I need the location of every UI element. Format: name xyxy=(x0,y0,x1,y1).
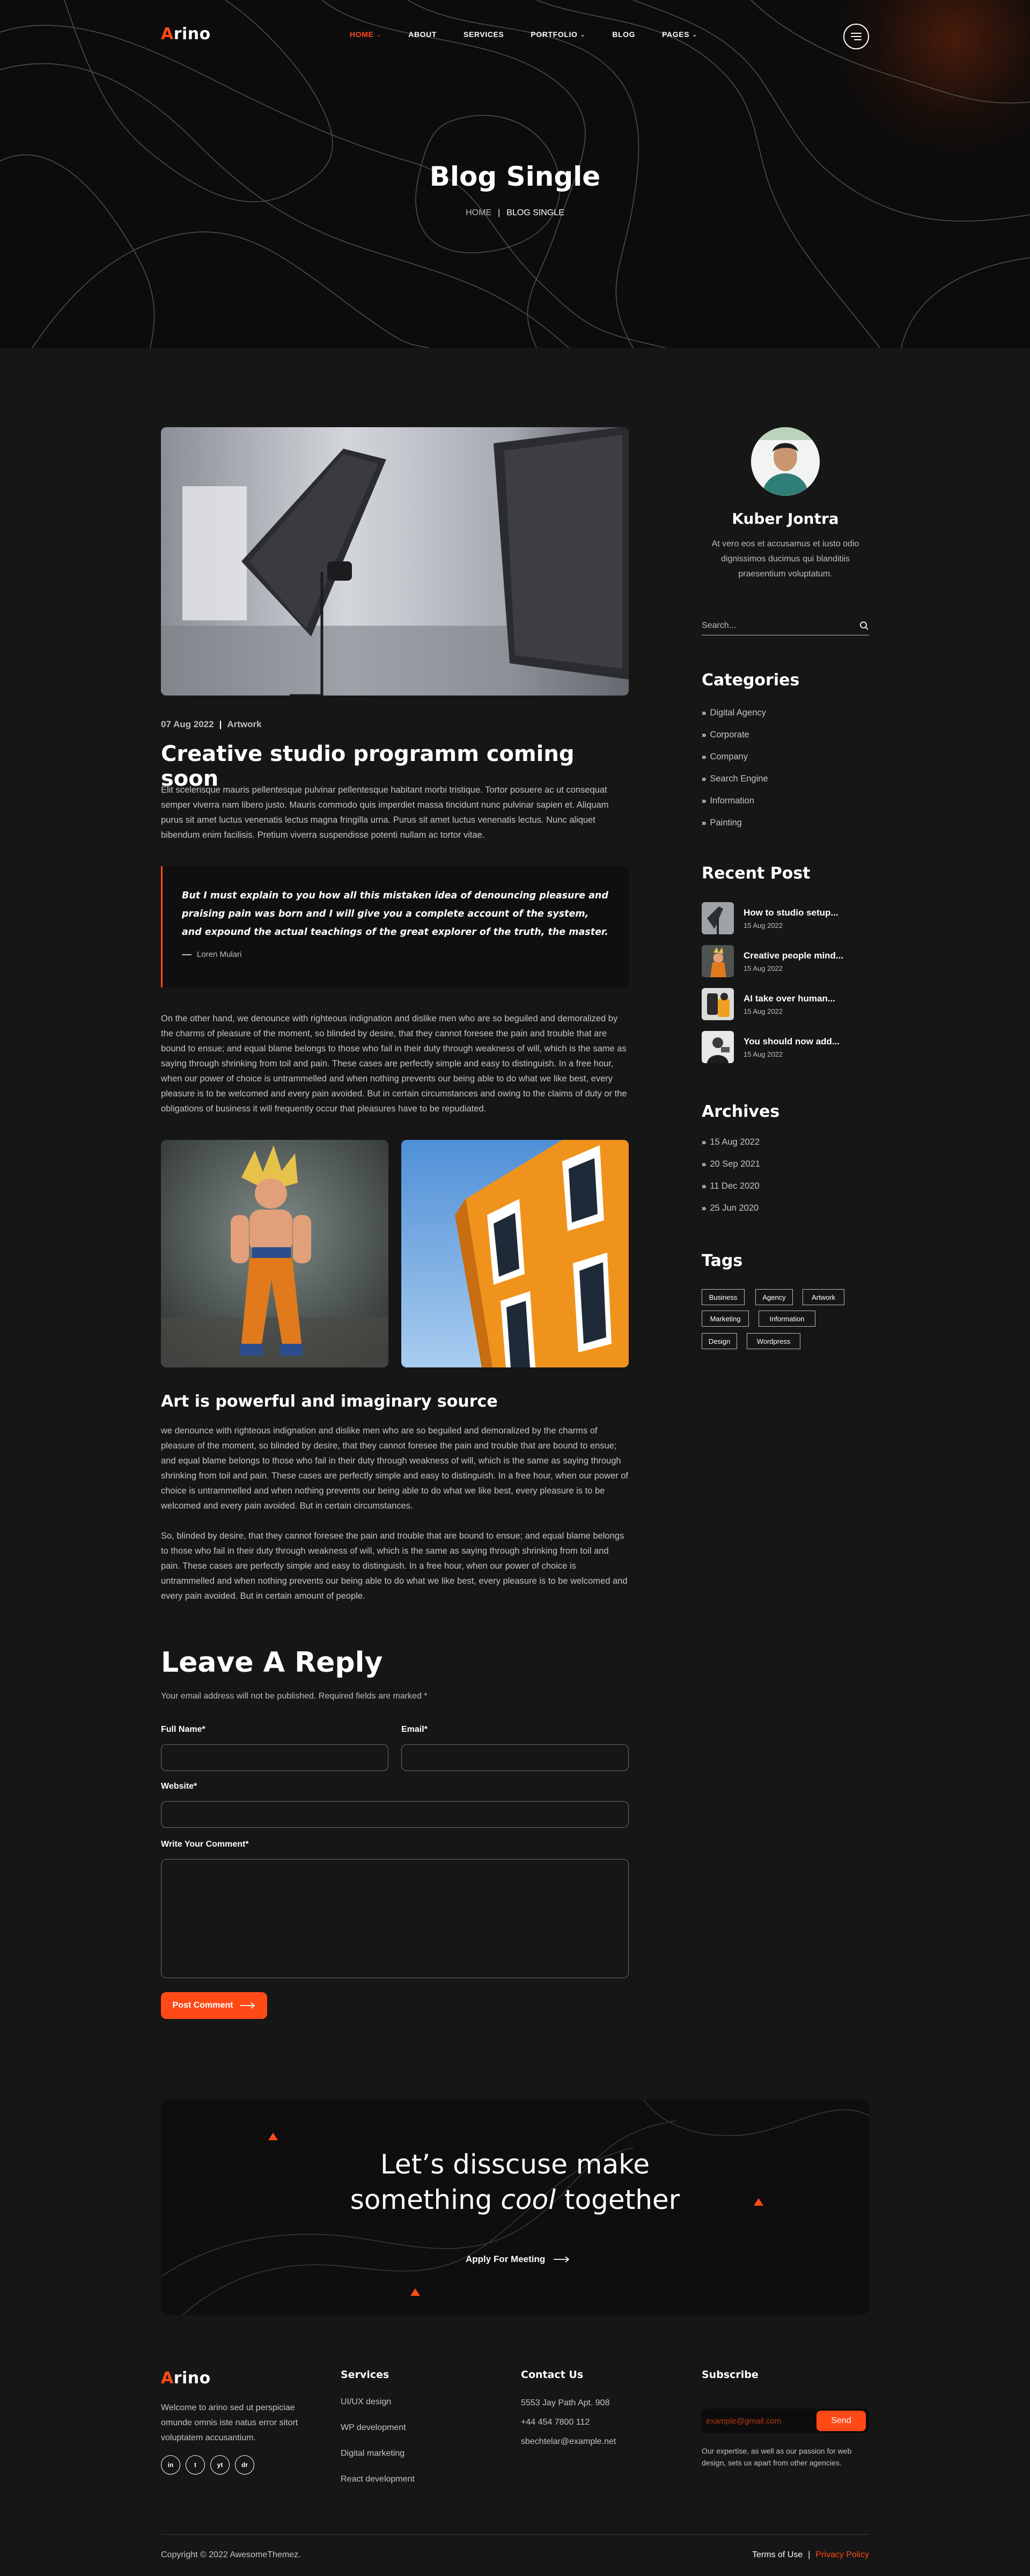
subscribe-title: Subscribe xyxy=(702,2369,759,2381)
footer-service-link[interactable]: UI/UX design xyxy=(341,2397,392,2406)
copyright: Copyright © 2022 AwesomeThemez. xyxy=(161,2550,301,2559)
contact-phone[interactable]: +44 454 7800 112 xyxy=(521,2418,590,2427)
terms-link[interactable]: Terms of Use xyxy=(752,2550,803,2559)
subscribe-send-button[interactable]: Send xyxy=(816,2411,866,2431)
website-field[interactable] xyxy=(161,1801,629,1828)
studio-lights-illustration xyxy=(161,427,629,696)
recent-post-date: 15 Aug 2022 xyxy=(744,1007,783,1015)
nav-item-blog[interactable]: BLOG xyxy=(612,30,636,39)
recent-post-title: How to studio setup... xyxy=(744,907,838,918)
dribbble-icon[interactable]: dr xyxy=(235,2455,254,2475)
page-title: Blog Single xyxy=(429,161,601,192)
breadcrumb-home[interactable]: HOME xyxy=(466,208,492,217)
tag-item[interactable]: Artwork xyxy=(803,1289,844,1305)
dash-icon xyxy=(182,954,192,955)
author-name: Kuber Jontra xyxy=(732,510,839,528)
blockquote xyxy=(161,866,629,987)
chevron-down-icon: ⌄ xyxy=(376,31,382,38)
recent-post-date: 15 Aug 2022 xyxy=(744,921,783,930)
figure-building-image xyxy=(401,1140,629,1367)
recent-post-item[interactable] xyxy=(702,945,869,978)
twitter-icon[interactable]: t xyxy=(186,2455,205,2475)
footer-about-text: Welcome to arino sed ut perspiciae omunde omnis iste natus error sitort voluptatem accusantium. xyxy=(161,2403,298,2442)
quote-author-name: Loren Mulari xyxy=(197,950,242,959)
meta-separator: | xyxy=(219,719,222,729)
contact-title: Contact Us xyxy=(521,2369,584,2381)
double-chevron-right-icon: » xyxy=(702,708,705,718)
subscribe-form xyxy=(702,2409,869,2433)
tag-item[interactable]: Marketing xyxy=(702,1311,749,1327)
legal-links xyxy=(752,2550,869,2560)
search-icon[interactable] xyxy=(859,621,869,631)
tag-item[interactable]: Agency xyxy=(755,1289,793,1305)
author-bio: At vero eos et accusamus et iusto odio dignissimos ducimus qui blanditiis praesentium voluptatum. xyxy=(711,539,859,579)
post-comment-button[interactable] xyxy=(161,1992,267,2019)
author-photo xyxy=(751,427,820,496)
search-bar xyxy=(702,616,869,635)
footer-subscribe xyxy=(702,2369,869,2381)
recent-post-title: You should now add... xyxy=(744,1036,840,1046)
breadcrumb-current: BLOG SINGLE xyxy=(506,208,564,217)
email-field[interactable] xyxy=(401,1744,629,1771)
recent-post-title: Creative people mind... xyxy=(744,950,844,961)
post-body-1: On the other hand, we denounce with righteous indignation and dislike men who are so beguiled and demoralized by the charms of pleasure of the moment, so blinded by desire, that they cannot foresee the pain and trouble that are bound to ensue; and equal blame belongs to those who fail in their duty through weakness of will, which is the same as saying through shrinking from toil and pain. These cases are perfectly simple and easy to distinguish. In a free hour, when our power of choice is untrammelled and when nothing prevents our being able to do what we like best, every pleasure is to be welcomed and every pain avoided. But in certain circumstances and owing to the claims of duty or the obligations of business it will frequently occur that pleasures have to be repudiated. xyxy=(161,1014,627,1114)
category-item[interactable]: » Company xyxy=(702,752,748,762)
comment-field[interactable] xyxy=(161,1859,629,1978)
arrow-right-icon xyxy=(554,2256,570,2263)
website-label: Website* xyxy=(161,1782,197,1791)
recent-post-thumb xyxy=(702,945,734,977)
breadcrumb xyxy=(0,208,1030,218)
archive-item[interactable]: » 11 Dec 2020 xyxy=(702,1181,760,1191)
hero-section xyxy=(0,0,1030,348)
recent-post-title: AI take over human... xyxy=(744,993,835,1004)
hamburger-icon[interactable] xyxy=(843,24,869,49)
breadcrumb-separator: | xyxy=(498,208,501,217)
recent-post-thumb xyxy=(702,902,734,934)
double-chevron-right-icon: » xyxy=(702,1138,705,1147)
category-item[interactable]: » Search Engine xyxy=(702,774,768,784)
brand-logo[interactable]: Arino xyxy=(161,25,211,43)
post-date: 07 Aug 2022 xyxy=(161,719,214,729)
footer-divider xyxy=(161,2534,869,2535)
email-label: Email* xyxy=(401,1725,428,1734)
double-chevron-right-icon: » xyxy=(702,818,705,828)
archives-list xyxy=(702,1131,869,1219)
nav-item-about[interactable]: ABOUT xyxy=(408,30,437,39)
tag-item[interactable]: Design xyxy=(702,1333,737,1349)
recent-post-item[interactable] xyxy=(702,987,869,1021)
contact-email[interactable]: sbechtelar@example.net xyxy=(521,2437,616,2446)
nav-item-portfolio[interactable]: PORTFOLIO ⌄ xyxy=(531,30,586,39)
footer-service-link[interactable]: React development xyxy=(341,2475,415,2484)
author-avatar xyxy=(751,427,820,496)
contact-address: 5553 Jay Path Apt. 908 xyxy=(521,2398,610,2407)
reply-note: Your email address will not be published. Required fields are marked * xyxy=(161,1692,428,1701)
double-chevron-right-icon: » xyxy=(702,1204,705,1213)
recent-post-item[interactable] xyxy=(702,1030,869,1064)
category-item[interactable]: » Corporate xyxy=(702,730,749,740)
recent-post-thumb xyxy=(702,988,734,1020)
linkedin-icon[interactable]: in xyxy=(161,2455,180,2475)
triangle-decor-icon xyxy=(268,2133,278,2140)
post-comment-label: Post Comment xyxy=(172,2001,233,2010)
footer-logo[interactable]: Arino xyxy=(161,2369,211,2388)
double-chevron-right-icon: » xyxy=(702,796,705,806)
footer-contact xyxy=(521,2369,682,2451)
double-chevron-right-icon: » xyxy=(702,730,705,740)
nav-item-pages[interactable]: PAGES ⌄ xyxy=(662,30,697,39)
tag-item[interactable]: Wordpress xyxy=(747,1333,800,1349)
recent-post-date: 15 Aug 2022 xyxy=(744,964,783,972)
recent-post-item[interactable] xyxy=(702,902,869,935)
full-name-field[interactable] xyxy=(161,1744,388,1771)
double-chevron-right-icon: » xyxy=(702,752,705,762)
post-meta xyxy=(161,719,629,730)
tag-item[interactable]: Information xyxy=(759,1311,815,1327)
triangle-decor-icon xyxy=(410,2288,420,2296)
youtube-icon[interactable]: yt xyxy=(210,2455,230,2475)
chevron-down-icon: ⌄ xyxy=(580,31,586,38)
post-intro: Elit scelerisque mauris pellentesque pulvinar pellentesque habitant morbi tristique. Tortor posuere ac ut consequat semper viverra nam libero justo. Mauris commodo quis imperdiet massa tincidunt nunc pulvinar sapien et. Aliquam purus sit amet luctus venenatis lectus magna fringilla urna. Purus sit amet luctus venenatis lectus. Nunc aliquet bibendum enim facilisis. Pretium viverra suspendisse potenti nullam ac tortor vitae. xyxy=(161,785,609,840)
legal-separator: | xyxy=(808,2550,811,2559)
double-chevron-right-icon: » xyxy=(702,1182,705,1191)
tag-item[interactable]: Business xyxy=(702,1289,745,1305)
cta-banner xyxy=(161,2099,869,2315)
comment-label: Write Your Comment* xyxy=(161,1840,249,1849)
post-body-2: we denounce with righteous indignation and dislike men who are so beguiled and demoralized by the charms of pleasure of the moment, so blinded by desire, that they cannot foresee the pain and trouble that are bound to ensue; and equal blame belongs to those who fail in their duty through weakness of will, which is the same as saying through shrinking from toil and pain. These cases are perfectly simple and easy to distinguish. In a free hour, when our power of choice is untrammelled and when nothing prevents our being able to do what we like best, every pleasure is to be welcomed and every pain avoided. But in certain circumstances. xyxy=(161,1426,629,1511)
categories-title: Categories xyxy=(702,671,800,690)
nav-item-services[interactable]: SERVICES xyxy=(464,30,504,39)
subscribe-note: Our expertise, as well as our passion for web design, sets us apart from other agencies. xyxy=(702,2447,852,2467)
footer-about xyxy=(161,2369,317,2475)
category-item[interactable]: » Digital Agency xyxy=(702,708,766,718)
archive-item[interactable]: » 20 Sep 2021 xyxy=(702,1159,760,1169)
categories-list xyxy=(702,702,869,834)
orange-building-illustration xyxy=(401,1140,629,1367)
reply-title: Leave A Reply xyxy=(161,1646,383,1679)
full-name-label: Full Name* xyxy=(161,1725,205,1734)
figure-toy-image xyxy=(161,1140,388,1367)
category-item[interactable]: » Information xyxy=(702,796,754,806)
recent-post-thumb xyxy=(702,1031,734,1063)
search-input[interactable] xyxy=(702,621,841,631)
tags-title: Tags xyxy=(702,1252,743,1270)
archives-title: Archives xyxy=(702,1102,780,1121)
arrow-right-icon xyxy=(240,2002,255,2009)
recent-post-date: 15 Aug 2022 xyxy=(744,1050,783,1058)
post-category[interactable]: Artwork xyxy=(227,719,262,729)
social-links xyxy=(161,2455,317,2475)
archive-item[interactable]: » 15 Aug 2022 xyxy=(702,1137,760,1147)
post-title: Creative studio programm coming soon xyxy=(161,742,575,791)
double-chevron-right-icon: » xyxy=(702,774,705,784)
privacy-link[interactable]: Privacy Policy xyxy=(815,2550,869,2559)
apply-meeting-link[interactable]: Apply For Meeting xyxy=(466,2254,570,2265)
post-featured-image xyxy=(161,427,629,696)
cta-heading: Let’s disscuse make something cool together xyxy=(350,2149,680,2215)
footer-service-link[interactable]: WP development xyxy=(341,2423,406,2432)
quote-author xyxy=(182,950,609,959)
footer-services xyxy=(341,2369,491,2492)
services-title: Services xyxy=(341,2369,389,2381)
double-chevron-right-icon: » xyxy=(702,1160,705,1169)
footer-service-link[interactable]: Digital marketing xyxy=(341,2449,405,2458)
main-nav xyxy=(350,30,724,39)
toy-figure-illustration xyxy=(161,1140,388,1367)
chevron-down-icon: ⌄ xyxy=(692,31,697,38)
category-item[interactable]: » Painting xyxy=(702,818,742,828)
archive-item[interactable]: » 25 Jun 2020 xyxy=(702,1203,759,1213)
post-body-3: So, blinded by desire, that they cannot foresee the pain and trouble that are bound to ensue; and equal blame belongs to those who fail in their duty through weakness of will, which is the same as saying through shrinking from toil and pain. These cases are perfectly simple and easy to distinguish. In a free hour, when our power of choice is untrammelled and when nothing prevents our being able to do what we like best, every pleasure is to be welcomed and every pain avoided. But in certain amount of people. xyxy=(161,1531,628,1601)
subscribe-email-input[interactable] xyxy=(706,2417,813,2426)
post-subtitle: Art is powerful and imaginary source xyxy=(161,1392,498,1411)
nav-item-home[interactable]: HOME ⌄ xyxy=(350,30,382,39)
recent-posts-title: Recent Post xyxy=(702,864,811,883)
quote-text: But I must explain to you how all this mistaken idea of denouncing pleasure and praising pain was born and I will give you a complete account of the system, and expound the actual teachings of the great explorer of the truth, the master. xyxy=(182,890,608,938)
